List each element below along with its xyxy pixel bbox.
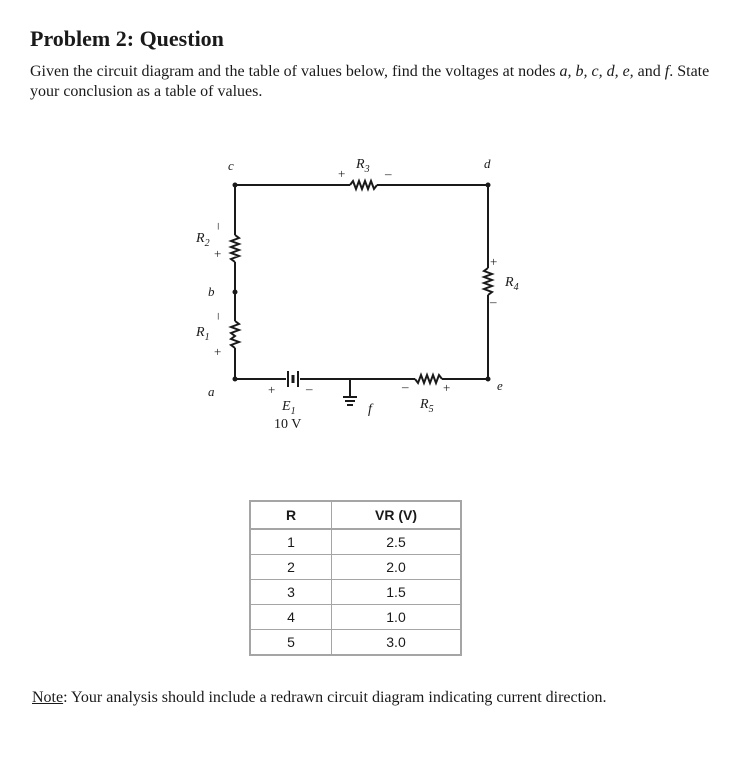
r1-letter: R xyxy=(196,325,205,340)
cell-r: 5 xyxy=(250,630,332,656)
header-vr: VR (V) xyxy=(332,501,462,529)
r3-sub: 3 xyxy=(364,164,370,175)
r1-plus: + xyxy=(214,344,222,359)
node-d-label: d xyxy=(484,156,491,171)
node-f-label: f xyxy=(368,402,372,417)
cell-vr: 1.0 xyxy=(332,605,462,630)
r2-letter: R xyxy=(196,231,205,246)
r5-sub: 5 xyxy=(428,404,434,415)
table-row xyxy=(250,529,461,555)
node-c-dot xyxy=(233,183,238,188)
node-b-dot xyxy=(233,290,238,295)
cell-r: 3 xyxy=(250,580,332,605)
intro-last-node: f xyxy=(664,63,670,80)
page-title: Problem 2: Question xyxy=(30,26,224,51)
resistor-r3 xyxy=(350,181,377,189)
cell-r: 1 xyxy=(250,529,332,555)
node-a-dot xyxy=(233,377,238,382)
node-d-dot xyxy=(486,183,491,188)
note-colon: : xyxy=(63,689,68,706)
e1-minus: – xyxy=(306,381,313,396)
e1-letter: E xyxy=(282,399,291,414)
table-row xyxy=(250,555,461,580)
header-r: R xyxy=(250,501,332,529)
cell-r: 4 xyxy=(250,605,332,630)
cell-vr: 2.0 xyxy=(332,555,462,580)
r4-plus: + xyxy=(490,254,498,269)
r3-label xyxy=(355,157,370,175)
cell-vr: 3.0 xyxy=(332,630,462,656)
node-b-label: b xyxy=(208,284,215,299)
r3-minus: – xyxy=(385,166,392,181)
r4-label xyxy=(504,275,519,293)
values-table xyxy=(249,500,462,656)
intro-nodes: a, b, c, d, e, xyxy=(559,63,634,80)
r2-minus: – xyxy=(212,223,227,230)
r2-plus: + xyxy=(214,246,222,261)
cell-vr: 1.5 xyxy=(332,580,462,605)
r5-minus: – xyxy=(402,379,409,394)
node-e-dot xyxy=(486,377,491,382)
cell-r: 2 xyxy=(250,555,332,580)
intro-text-1: Given the circuit diagram and the table of values below, find the voltages at nodes xyxy=(30,63,560,80)
resistor-r4 xyxy=(484,268,492,295)
cell-vr: 2.5 xyxy=(332,529,462,555)
resistor-r1 xyxy=(231,321,239,348)
table-row xyxy=(250,580,461,605)
table-row xyxy=(250,605,461,630)
node-e-label: e xyxy=(497,378,503,393)
e1-plus: + xyxy=(268,382,276,397)
r1-sub: 1 xyxy=(204,332,210,343)
note-body: Your analysis should include a redrawn circuit diagram indicating current direction. xyxy=(67,689,607,706)
node-a-label: a xyxy=(208,384,215,399)
table-header-row xyxy=(250,501,461,529)
intro-text-2: . State your conclusion as a table of values. xyxy=(30,63,710,100)
r2-label xyxy=(195,231,210,249)
resistor-r5 xyxy=(415,375,442,383)
r4-sub: 4 xyxy=(513,282,519,293)
r4-minus: – xyxy=(490,294,497,309)
r1-label xyxy=(195,325,210,343)
note-text xyxy=(32,688,712,707)
r5-label xyxy=(419,397,434,415)
resistor-r2 xyxy=(231,235,239,262)
table-row xyxy=(250,630,461,656)
r5-plus: + xyxy=(443,380,451,395)
node-c-label: c xyxy=(228,158,234,173)
note-label: Note xyxy=(32,689,64,706)
r4-letter: R xyxy=(505,275,514,290)
r5-letter: R xyxy=(420,397,429,412)
ground-icon xyxy=(343,397,357,405)
e1-value: 10 V xyxy=(274,417,302,432)
r3-letter: R xyxy=(356,157,365,172)
intro-and: and xyxy=(633,63,665,80)
r2-sub: 2 xyxy=(204,238,210,249)
r1-minus: – xyxy=(212,313,227,320)
e1-sub: 1 xyxy=(290,406,296,417)
e1-label xyxy=(281,399,296,417)
r3-plus: + xyxy=(338,166,346,181)
